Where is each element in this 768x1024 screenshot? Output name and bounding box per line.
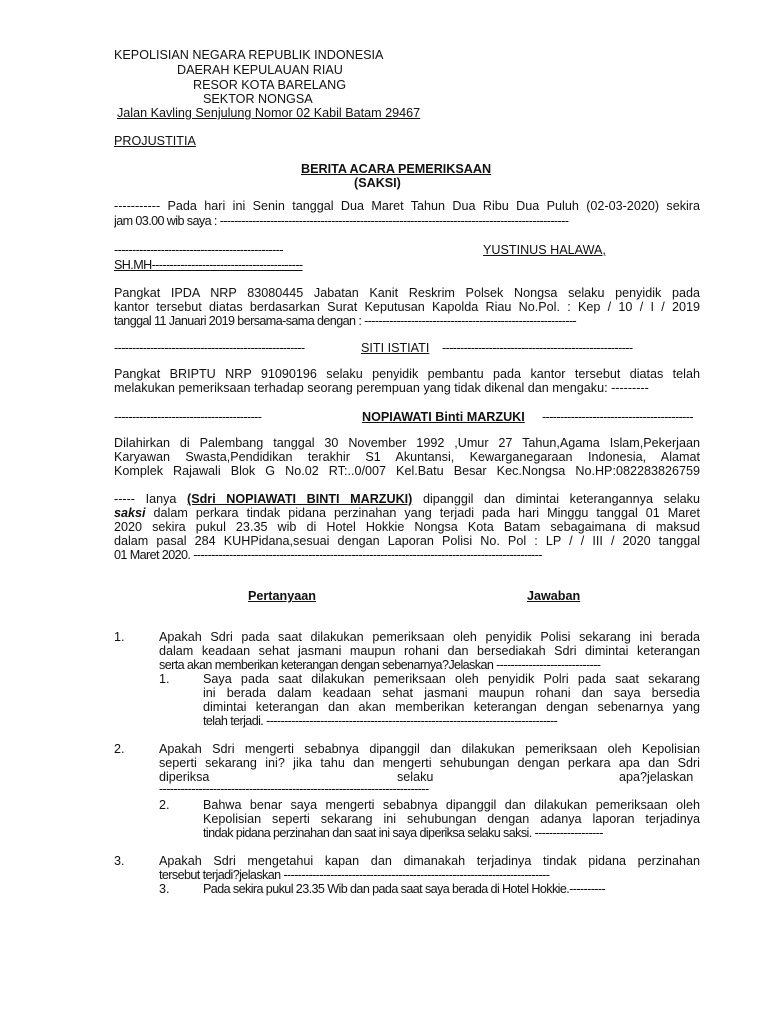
- question-1-line-1: Apakah Sdri pada saat dilakukan pemeriksaan oleh penyidik Polisi sekarang ini berada: [159, 630, 700, 644]
- answer-2-line-1: Bahwa benar saya mengerti sebabnya dipanggil dan dilakukan pemeriksaan oleh: [203, 798, 700, 812]
- header-address: Jalan Kavling Senjulung Nomor 02 Kabil Batam 29467: [117, 106, 421, 120]
- header-institution: KEPOLISIAN NEGARA REPUBLIK INDONESIA: [114, 48, 384, 62]
- rank-line-3: tanggal 11 Januari 2019 bersama-sama dengan : -----------------------------------------------------------: [114, 314, 577, 328]
- question-2-line-1: Apakah Sdri mengerti sebabnya dipanggil dan dilakukan pemeriksaan oleh Kepolisian: [159, 742, 700, 756]
- assistant-desc-line-2: melakukan pemeriksaan terhadap seorang perempuan yang tidak dikenal dan mengaku: ---------: [114, 381, 649, 395]
- rank-line-1: Pangkat IPDA NRP 83080445 Jabatan Kanit Reskrim Polsek Nongsa selaku penyidik pada: [114, 286, 700, 300]
- witness-dashes-left: -----------------------------------------: [114, 410, 262, 424]
- answer-1-line-1: Saya pada saat dilakukan pemeriksaan oleh penyidik Polri pada saat sekarang: [203, 672, 700, 686]
- called-line-5: 01 Maret 2020. -------------------------------------------------------------------------------------------------: [114, 548, 542, 562]
- question-3-line-1: Apakah Sdri mengetahui kapan dan dimanakah terjadinya tindak pidana perzinahan: [159, 854, 700, 868]
- witness-dashes-right: ------------------------------------------: [542, 410, 693, 424]
- question-number: 3.: [114, 854, 125, 868]
- investigator-title-line: SH.MH------------------------------------------: [114, 258, 303, 272]
- assistant-desc-line-1: Pangkat BRIPTU NRP 91090196 selaku penyidik pembantu pada kantor tersebut diatas telah: [114, 367, 700, 381]
- assistant-dashes-left: -----------------------------------------------------: [114, 341, 305, 355]
- header-resort: RESOR KOTA BARELANG: [193, 78, 347, 92]
- answer-3-line-1: Pada sekira pukul 23.35 Wib dan pada saat saya berada di Hotel Hokkie.----------: [203, 882, 606, 896]
- question-number: 2.: [114, 742, 125, 756]
- document-subtitle: (SAKSI): [354, 176, 401, 190]
- called-line-4: dalam pasal 284 KUHPidana,sesuai dengan Laporan Polisi No. Pol : LP / / III / 2020 tanggal: [114, 534, 700, 548]
- answer-2-line-3: tindak pidana perzinahan dan saat ini saya diperiksa selaku saksi. -------------------: [203, 826, 603, 840]
- question-1-line-3: serta akan memberikan keterangan dengan sebenarnya?Jelaskan -----------------------------: [159, 658, 601, 672]
- intro-line-1: ----------- Pada hari ini Senin tanggal Dua Maret Tahun Dua Ribu Dua Puluh (02-03-2020) sekira: [114, 199, 700, 213]
- called-line-2: saksi dalam perkara tindak pidana perzinahan yang terjadi pada hari Minggu tanggal 01 Maret: [114, 506, 700, 520]
- birth-line-1: Dilahirkan di Palembang tanggal 30 November 1992 ,Umur 27 Tahun,Agama Islam,Pekerjaan: [114, 436, 700, 450]
- called-line-3: 2020 sekira pukul 23.35 wib di Hotel Hokkie Nongsa Kota Batam sebagaimana di maksud: [114, 520, 700, 534]
- question-2-line-4: ---------------------------------------------------------------------------: [159, 782, 429, 796]
- assistant-name: SITI ISTIATI: [361, 341, 430, 355]
- birth-line-2: Karyawan Swasta,Pendidikan terakhir S1 Akuntansi, Kewarganegaraan Indonesia, Alamat: [114, 450, 700, 464]
- assistant-dashes-right: -----------------------------------------------------: [442, 341, 633, 355]
- question-number: 1.: [114, 630, 125, 644]
- header-region: DAERAH KEPULAUAN RIAU: [177, 63, 343, 77]
- answer-number: 3.: [159, 882, 170, 896]
- answer-2-line-2: Kepolisian seperti sekarang ini sehubungan dengan adanya laporan terjadinya: [203, 812, 700, 826]
- answer-1-line-3: dimintai keterangan dan akan memberikan keterangan dengan sebenarnya yang: [203, 700, 700, 714]
- question-3-line-2: tersebut terjadi?jelaskan --------------------------------------------------------------------------: [159, 868, 550, 882]
- witness-name: NOPIAWATI Binti MARZUKI: [362, 410, 525, 424]
- column-answer-header: Jawaban: [527, 589, 581, 603]
- answer-1-line-4: telah terjadi. ---------------------------------------------------------------------------------: [203, 714, 558, 728]
- projustitia-label: PROJUSTITIA: [114, 134, 196, 148]
- question-2-word-jelaskan: apa?jelaskan: [619, 770, 694, 784]
- question-2-line-2: seperti sekarang ini? jika tahu dan mengerti sehubungan dengan perkara apa dan Sdri: [159, 756, 700, 770]
- document-title: BERITA ACARA PEMERIKSAAN: [301, 162, 492, 176]
- investigator-name: YUSTINUS HALAWA,: [483, 243, 606, 257]
- investigator-dashes: -----------------------------------------------: [114, 243, 283, 257]
- answer-number: 2.: [159, 798, 170, 812]
- question-2-word-diperiksa: diperiksa: [159, 770, 210, 784]
- column-question-header: Pertanyaan: [248, 589, 316, 603]
- birth-line-3: Komplek Rajawali Blok G No.02 RT:..0/007 Kel.Batu Besar Kec.Nongsa No.HP:082283826759: [114, 464, 700, 478]
- question-2-word-selaku: selaku: [397, 770, 434, 784]
- rank-line-2: kantor tersebut diatas berdasarkan Surat Keputusan Kapolda Riau No.Pol. : Kep / 10 / I / 2019: [114, 300, 700, 314]
- question-1-line-2: dalam keadaan sehat jasmani maupun rohani dan bersediakah Sdri dimintai keterangan: [159, 644, 700, 658]
- witness-name-inline: (Sdri NOPIAWATI BINTI MARZUKI): [187, 492, 413, 506]
- header-sector: SEKTOR NONGSA: [203, 92, 313, 106]
- intro-line-2: jam 03.00 wib saya : -------------------------------------------------------------------------------------------------: [114, 214, 569, 228]
- answer-number: 1.: [159, 672, 170, 686]
- answer-1-line-2: ini berada dalam keadaan sehat jasmani maupun rohani dan saya bersedia: [203, 686, 700, 700]
- role-saksi: saksi: [114, 506, 146, 520]
- called-line-1: ----- Ianya (Sdri NOPIAWATI BINTI MARZUKI) dipanggil dan dimintai keterangannya selaku: [114, 492, 700, 506]
